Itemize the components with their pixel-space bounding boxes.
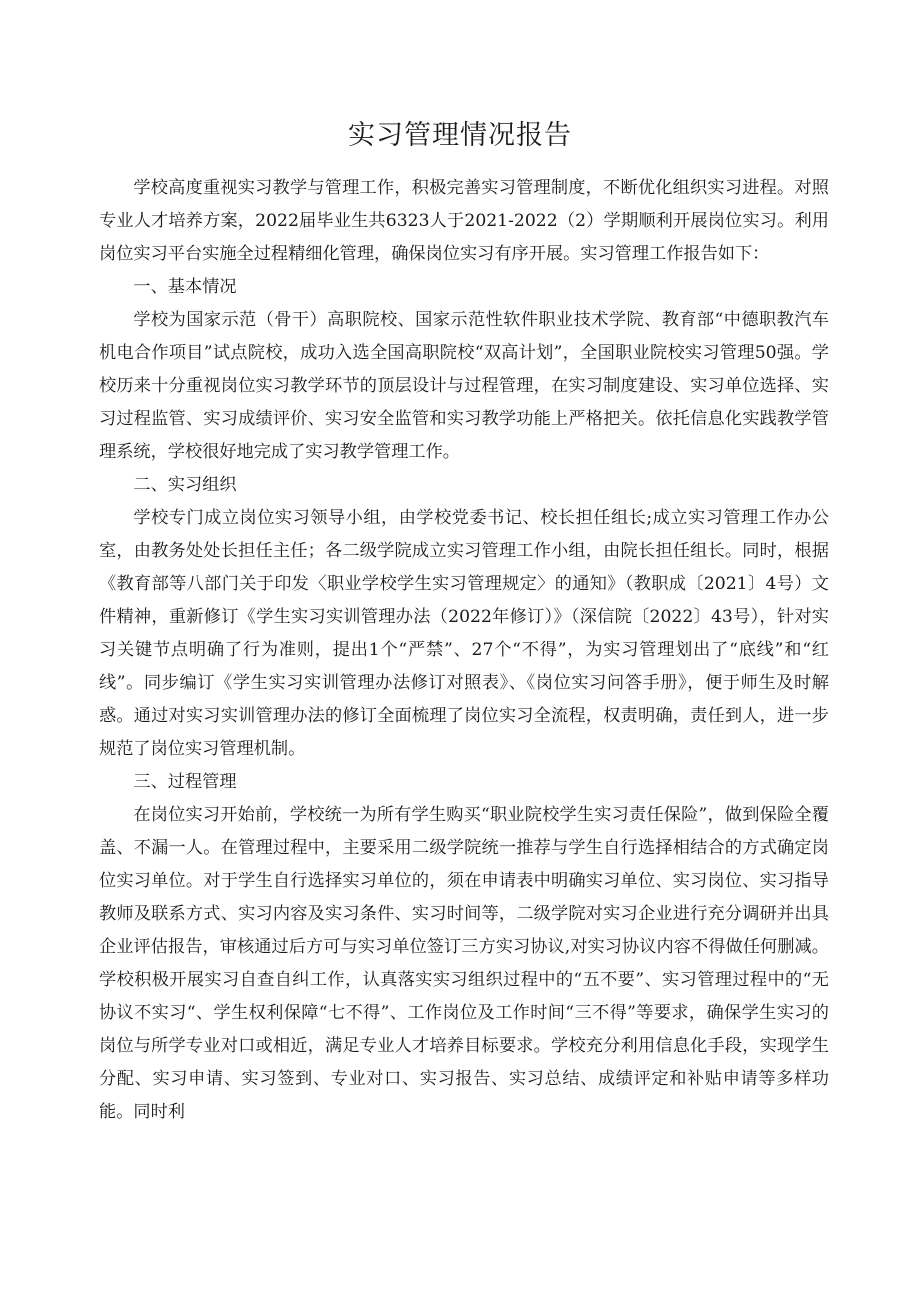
document-body	[99, 172, 829, 1129]
section-heading-basic-info: 一、基本情况	[133, 277, 237, 297]
document-title: 实习管理情况报告	[348, 120, 572, 152]
intro-paragraph: 学校高度重视实习教学与管理工作，积极完善实习管理制度，不断优化组织实习进程。对照专业人才培养方案，2022届毕业生共6323人于2021-2022（2）学期顺利开展岗位实习。利用岗位实习平台实施全过程精细化管理，确保岗位实习有序开展。实习管理工作报告如下：	[99, 178, 829, 264]
section-heading-process-management: 三、过程管理	[133, 772, 237, 792]
section-body-process-management: 在岗位实习开始前，学校统一为所有学生购买“职业院校学生实习责任保险”，做到保险全覆盖、不漏一人。在管理过程中，主要采用二级学院统一推荐与学生自行选择相结合的方式确定岗位实习单位。对于学生自行选择实习单位的，须在申请表中明确实习单位、实习岗位、实习指导教师及联系方式、实习内容及实习条件、实习时间等，二级学院对实习企业进行充分调研并出具企业评估报告，审核通过后方可与实习单位签订三方实习协议,对实习协议内容不得做任何删减。学校积极开展实习自查自纠工作，认真落实实习组织过程中的“五不要”、实习管理过程中的“无协议不实习“、学生权利保障“七不得”、工作岗位及工作时间“三不得”等要求，确保学生实习的岗位与所学专业对口或相近，满足专业人才培养目标要求。学校充分利用信息化手段，实现学生分配、实习申请、实习签到、专业对口、实习报告、实习总结、成绩评定和补贴申请等多样功能。同时利	[99, 805, 829, 1122]
section-heading-organization: 二、实习组织	[133, 475, 237, 495]
section-body-basic-info: 学校为国家示范（骨干）高职院校、国家示范性软件职业技术学院、教育部“中德职教汽车机电合作项目”试点院校，成功入选全国高职院校“双高计划”，全国职业院校实习管理50强。学校历来十分重视岗位实习教学环节的顶层设计与过程管理，在实习制度建设、实习单位选择、实习过程监管、实习成绩评价、实习安全监管和实习教学功能上严格把关。依托信息化实践教学管理系统，学校很好地完成了实习教学管理工作。	[99, 310, 829, 462]
section-body-organization: 学校专门成立岗位实习领导小组，由学校党委书记、校长担任组长;成立实习管理工作办公室，由教务处处长担任主任；各二级学院成立实习管理工作小组，由院长担任组长。同时，根据《教育部等八部门关于印发〈职业学校学生实习管理规定〉的通知》（教职成〔2021〕4号）文件精神，重新修订《学生实习实训管理办法（2022年修订）》（深信院〔2022〕43号），针对实习关键节点明确了行为准则，提出1个“严禁”、27个“不得”，为实习管理划出了“底线”和“红线”。同步编订《学生实习实训管理办法修订对照表》、《岗位实习问答手册》，便于师生及时解惑。通过对实习实训管理办法的修订全面梳理了岗位实习全流程，权责明确，责任到人，进一步规范了岗位实习管理机制。	[99, 508, 829, 759]
